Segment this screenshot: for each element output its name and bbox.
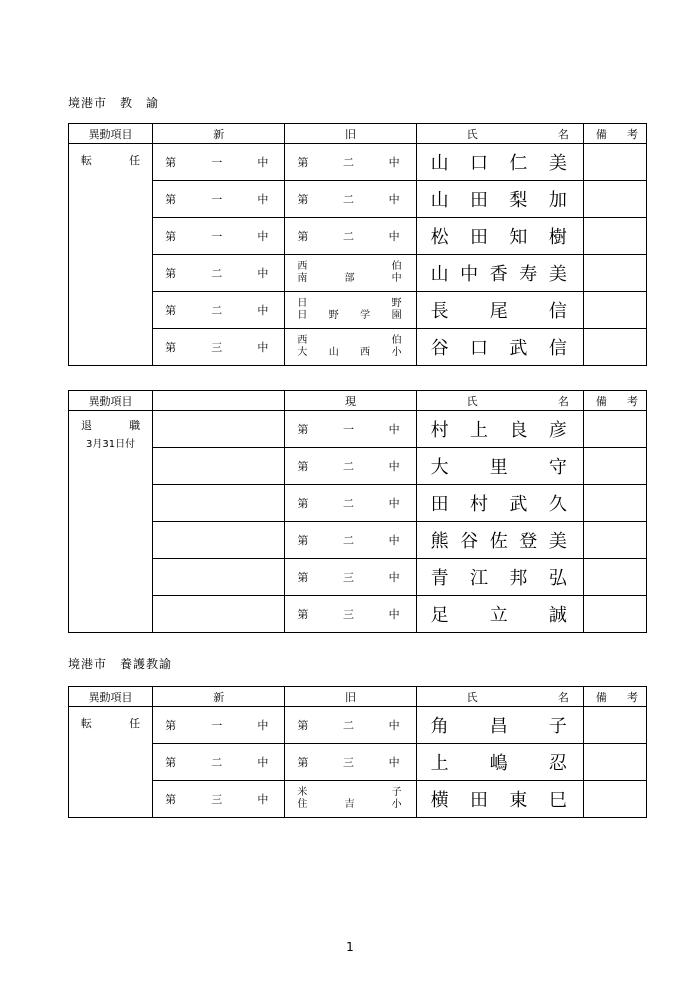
- table-row: [69, 255, 647, 292]
- remarks-cell: [583, 144, 646, 181]
- category-cell: 転 任: [69, 707, 153, 818]
- header-current: 現: [285, 391, 416, 411]
- remarks-cell: [583, 448, 646, 485]
- old-school: 西 伯 南 部 中: [285, 255, 416, 292]
- header-old: 旧: [285, 124, 416, 144]
- table-row: [69, 522, 647, 559]
- table-row: [69, 559, 647, 596]
- person-name: 青 江 邦 弘: [416, 559, 583, 596]
- old-school: 第 二 中: [285, 218, 416, 255]
- retirement-table: [68, 390, 647, 633]
- current-school: 第 一 中: [285, 411, 416, 448]
- person-name: 谷 口 武 信: [416, 329, 583, 366]
- remarks-cell: [583, 559, 646, 596]
- table-row: [69, 781, 647, 818]
- person-name: 松 田 知 樹: [416, 218, 583, 255]
- remarks-cell: [583, 485, 646, 522]
- empty-cell: [153, 522, 285, 559]
- header-remarks: 備 考: [583, 124, 646, 144]
- current-school: 第 二 中: [285, 448, 416, 485]
- old-school: 第 二 中: [285, 181, 416, 218]
- table-header: [69, 124, 647, 144]
- current-school: 第 二 中: [285, 522, 416, 559]
- old-school: 日 野 日 野 学 園: [285, 292, 416, 329]
- table-row: [69, 411, 647, 448]
- old-school: 第 二 中: [285, 707, 416, 744]
- person-name: 足 立 誠: [416, 596, 583, 633]
- new-school: 第 三 中: [153, 781, 285, 818]
- table-row: [69, 707, 647, 744]
- category-cell: 転 任: [69, 144, 153, 366]
- current-school: 第 三 中: [285, 596, 416, 633]
- header-old: 旧: [285, 687, 416, 707]
- effective-date: 3月31日付: [86, 439, 136, 450]
- table-row: [69, 596, 647, 633]
- remarks-cell: [583, 744, 646, 781]
- person-name: 角 昌 子: [416, 707, 583, 744]
- new-school: 第 二 中: [153, 255, 285, 292]
- new-school: 第 一 中: [153, 181, 285, 218]
- empty-cell: [153, 596, 285, 633]
- empty-cell: [153, 448, 285, 485]
- person-name: 村 上 良 彦: [416, 411, 583, 448]
- header-name: 氏 名: [416, 687, 583, 707]
- person-name: 山 田 梨 加: [416, 181, 583, 218]
- header-empty: [153, 391, 285, 411]
- new-school: 第 一 中: [153, 707, 285, 744]
- table-row: [69, 181, 647, 218]
- old-school: 第 二 中: [285, 144, 416, 181]
- header-name: 氏 名: [416, 124, 583, 144]
- transfer-table-nurses: [68, 686, 647, 818]
- person-name: 長 尾 信: [416, 292, 583, 329]
- section1-heading: 境港市 教 諭: [68, 96, 160, 110]
- remarks-cell: [583, 329, 646, 366]
- person-name: 田 村 武 久: [416, 485, 583, 522]
- remarks-cell: [583, 218, 646, 255]
- new-school: 第 二 中: [153, 292, 285, 329]
- table-row: [69, 218, 647, 255]
- new-school: 第 一 中: [153, 144, 285, 181]
- header-new: 新: [153, 687, 285, 707]
- header-category: 異動項目: [69, 687, 153, 707]
- header-category: 異動項目: [69, 391, 153, 411]
- table-row: [69, 144, 647, 181]
- remarks-cell: [583, 292, 646, 329]
- header-new: 新: [153, 124, 285, 144]
- remarks-cell: [583, 522, 646, 559]
- person-name: 山 中 香 寿 美: [416, 255, 583, 292]
- remarks-cell: [583, 255, 646, 292]
- current-school: 第 二 中: [285, 485, 416, 522]
- remarks-cell: [583, 707, 646, 744]
- remarks-cell: [583, 181, 646, 218]
- remarks-cell: [583, 411, 646, 448]
- table-row: [69, 744, 647, 781]
- category-cell: 退 職 3月31日付: [69, 411, 153, 633]
- current-school: 第 三 中: [285, 559, 416, 596]
- new-school: 第 二 中: [153, 744, 285, 781]
- person-name: 横 田 東 巳: [416, 781, 583, 818]
- new-school: 第 三 中: [153, 329, 285, 366]
- table-header: [69, 391, 647, 411]
- person-name: 上 嶋 忍: [416, 744, 583, 781]
- old-school: 第 三 中: [285, 744, 416, 781]
- empty-cell: [153, 411, 285, 448]
- header-category: 異動項目: [69, 124, 153, 144]
- person-name: 山 口 仁 美: [416, 144, 583, 181]
- empty-cell: [153, 559, 285, 596]
- remarks-cell: [583, 596, 646, 633]
- empty-cell: [153, 485, 285, 522]
- remarks-cell: [583, 781, 646, 818]
- person-name: 熊 谷 佐 登 美: [416, 522, 583, 559]
- new-school: 第 一 中: [153, 218, 285, 255]
- header-name: 氏 名: [416, 391, 583, 411]
- table-header: [69, 687, 647, 707]
- table-row: [69, 292, 647, 329]
- old-school: 西 伯 大 山 西 小: [285, 329, 416, 366]
- transfer-table-teachers: [68, 123, 647, 366]
- header-remarks: 備 考: [583, 391, 646, 411]
- section3-heading: 境港市 養護教諭: [68, 657, 173, 671]
- old-school: 米 子 住 吉 小: [285, 781, 416, 818]
- page-number: 1: [346, 940, 354, 954]
- table-row: [69, 448, 647, 485]
- person-name: 大 里 守: [416, 448, 583, 485]
- table-row: [69, 485, 647, 522]
- header-remarks: 備 考: [583, 687, 646, 707]
- table-row: [69, 329, 647, 366]
